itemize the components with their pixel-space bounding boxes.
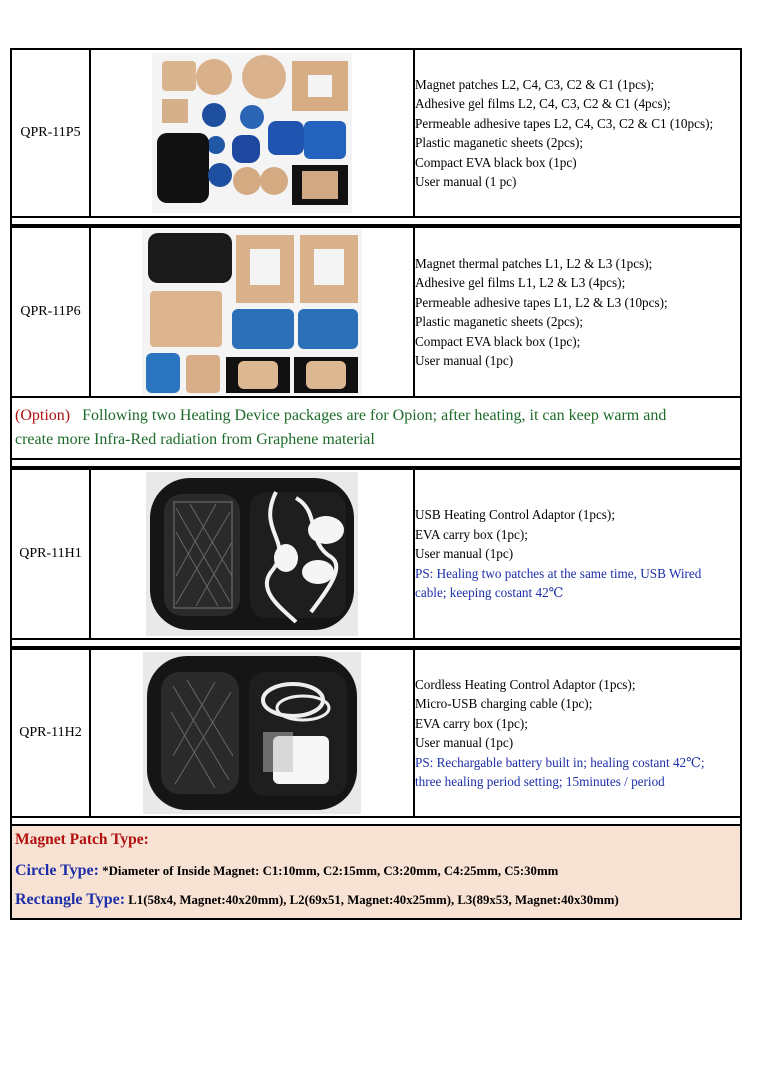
- desc-line: User manual (1pc): [415, 546, 514, 562]
- product-row: [11, 469, 741, 639]
- rectangle-type-text: L1(58x4, Magnet:40x20mm), L2(69x51, Magnet:40x25mm), L3(89x53, Magnet:40x30mm): [128, 893, 619, 907]
- circle-type-row: [15, 856, 737, 885]
- desc-note-line: PS: Healing two patches at the same time, USB Wired: [415, 565, 702, 581]
- product-description: [414, 227, 741, 397]
- desc-line: Adhesive gel films L1, L2 & L3 (4pcs);: [415, 275, 626, 290]
- product-sheet: [10, 48, 742, 920]
- product-code: QPR-11P6: [11, 227, 90, 397]
- desc-note-line: PS: Rechargable battery built in; healing costant 42℃;: [415, 754, 705, 770]
- desc-line: Compact EVA black box (1pc): [415, 154, 577, 170]
- product-photo-p5: [90, 49, 414, 217]
- desc-line: Permeable adhesive tapes L2, C4, C3, C2 & C1 (10pcs);: [415, 115, 714, 131]
- product-description: [414, 49, 741, 217]
- rectangle-type-label: Rectangle Type:: [15, 891, 126, 908]
- row-separator: [10, 218, 742, 226]
- desc-line: Plastic maganetic sheets (2pcs);: [415, 135, 584, 150]
- desc-line: User manual (1pc): [415, 735, 514, 750]
- product-photo-p6: [90, 227, 414, 397]
- circle-type-label: Circle Type:: [15, 862, 99, 879]
- desc-line: EVA carry box (1pc);: [415, 526, 528, 542]
- option-note: [10, 398, 742, 460]
- desc-line: Magnet patches L2, C4, C3, C2 & C1 (1pcs);: [415, 76, 655, 92]
- row-separator: [10, 640, 742, 648]
- desc-line: Plastic maganetic sheets (2pcs);: [415, 314, 584, 329]
- patch-type-box: [10, 826, 742, 920]
- desc-line: Compact EVA black box (1pc);: [415, 333, 581, 349]
- row-separator: [10, 460, 742, 468]
- desc-line: Permeable adhesive tapes L1, L2 & L3 (10pcs);: [415, 294, 668, 310]
- product-table-p6: [10, 226, 742, 398]
- product-row: [11, 649, 741, 817]
- product-table-h2: [10, 648, 742, 818]
- option-text-2: create more Infra-Red radiation from Graphene material: [15, 431, 375, 448]
- product-code: QPR-11H2: [11, 649, 90, 817]
- desc-line: USB Heating Control Adaptor (1pcs);: [415, 507, 615, 523]
- product-photo-h2: [90, 649, 414, 817]
- rectangle-type-row: [15, 885, 737, 914]
- product-row: [11, 227, 741, 397]
- product-description: [414, 469, 741, 639]
- product-code: QPR-11H1: [11, 469, 90, 639]
- desc-line: Magnet thermal patches L1, L2 & L3 (1pcs);: [415, 255, 653, 271]
- desc-line: Cordless Heating Control Adaptor (1pcs);: [415, 676, 636, 692]
- row-separator: [10, 818, 742, 826]
- product-description: [414, 649, 741, 817]
- desc-line: User manual (1 pc): [415, 174, 517, 189]
- option-text: Following two Heating Device packages are for Opion; after heating, it can keep warm and: [82, 407, 667, 424]
- product-table-h1: [10, 468, 742, 640]
- product-table-p5: [10, 48, 742, 218]
- product-code: QPR-11P5: [11, 49, 90, 217]
- desc-line: User manual (1pc): [415, 353, 514, 368]
- circle-type-text: *Diameter of Inside Magnet: C1:10mm, C2:15mm, C3:20mm, C4:25mm, C5:30mm: [102, 864, 559, 878]
- option-tag: (Option): [15, 407, 71, 424]
- desc-note-line: cable; keeping costant 42℃: [415, 585, 564, 601]
- desc-note-line: three healing period setting; 15minutes / period: [415, 774, 665, 789]
- desc-line: Adhesive gel films L2, C4, C3, C2 & C1 (4pcs);: [415, 96, 671, 111]
- desc-line: EVA carry box (1pc);: [415, 715, 528, 731]
- desc-line: Micro-USB charging cable (1pc);: [415, 696, 593, 711]
- product-row: [11, 49, 741, 217]
- product-photo-h1: [90, 469, 414, 639]
- patch-type-heading: Magnet Patch Type:: [15, 831, 149, 848]
